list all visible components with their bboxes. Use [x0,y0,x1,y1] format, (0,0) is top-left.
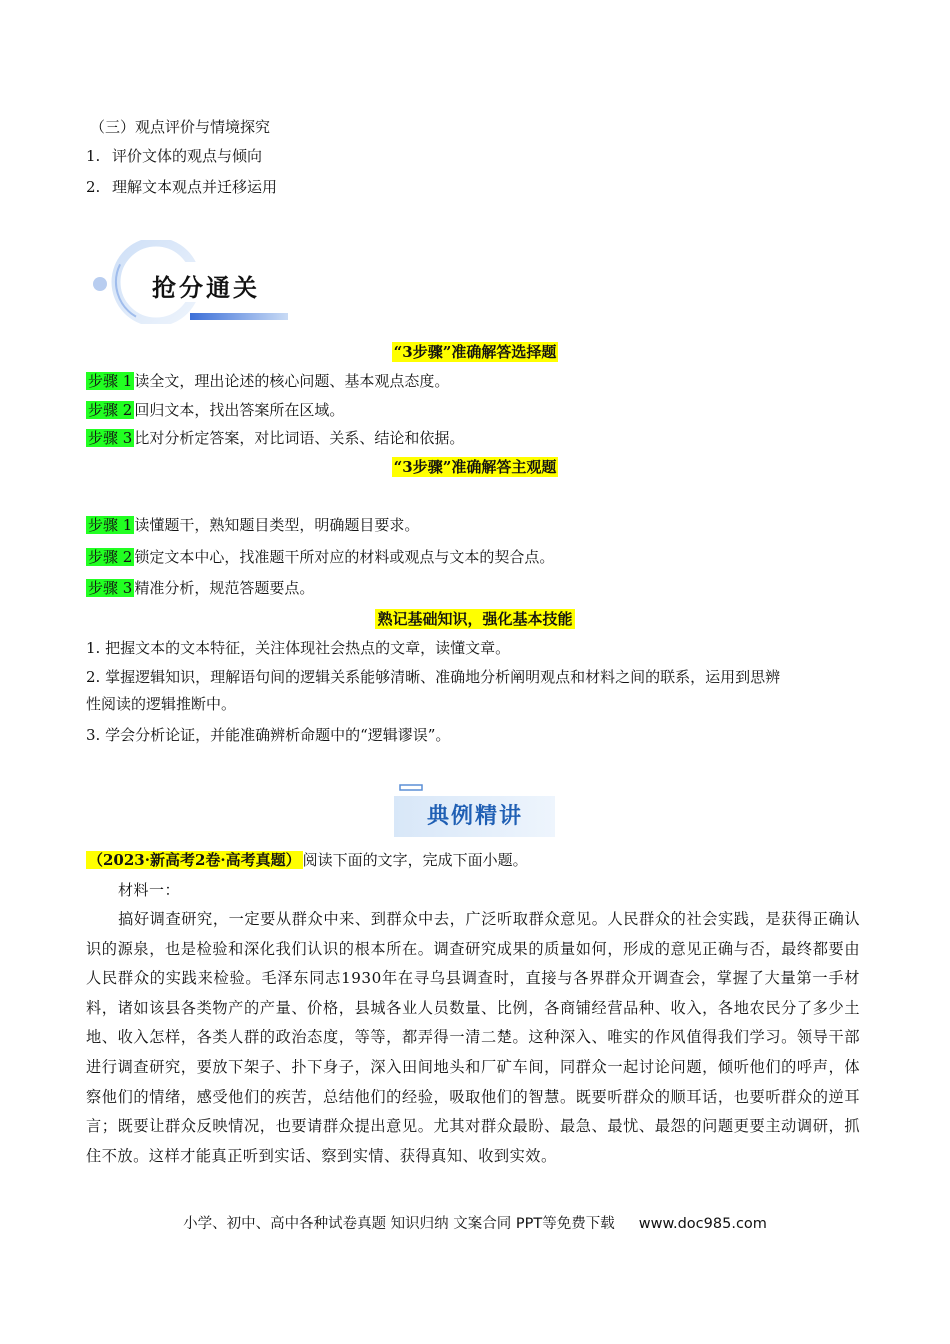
step-text: 锁定文本中心，找准题干所对应的材料或观点与文本的契合点。 [134,548,555,566]
section-item-1 [86,145,262,166]
step-text: 读全文，理出论述的核心问题、基本观点态度。 [134,372,450,390]
example-source: （2023·新高考2卷·高考真题） [88,851,301,869]
section-item-text: 理解文本观点并迁移运用 [112,178,278,196]
basics-point-1: 1. 把握文本的文本特征，关注体现社会热点的文章，读懂文章。 [86,639,511,657]
example-header [86,849,528,871]
footer-text: 小学、初中、高中各种试卷真题 知识归纳 文案合同 PPT等免费下载 [183,1216,615,1232]
subjective-block-title: “3步骤”准确解答主观题 [393,458,557,476]
choice-step-1 [86,370,449,392]
section-item-text: 评价文体的观点与倾向 [112,147,263,165]
subjective-step-3 [86,577,314,599]
step-tag: 步骤 1 [88,516,133,534]
step-tag: 步骤 3 [88,579,133,597]
choice-step-2 [86,399,344,421]
step-text: 读懂题干，熟知题目类型，明确题目要求。 [134,516,420,534]
section-item-number: 1. [86,147,101,165]
material-label: 材料一： [118,881,181,899]
choice-block-title: “3步骤”准确解答选择题 [393,343,557,361]
example-banner [393,784,557,838]
section-item-number: 2. [86,178,101,196]
choice-step-3 [86,427,464,449]
footer [0,1212,950,1233]
step-text: 比对分析定答案，对比词语、关系、结论和依据。 [134,429,465,447]
subjective-step-2 [86,546,554,568]
basics-block-title: 熟记基础知识，强化基本技能 [377,610,573,628]
basics-point-2: 2. 掌握逻辑知识，理解语句间的逻辑关系能够清晰、准确地分析阐明观点和材料之间的联系，运用到思辨 [86,668,781,686]
banner-title: 典例精讲 [426,804,523,829]
example-instruction: 阅读下面的文字，完成下面小题。 [302,851,528,869]
step-tag: 步骤 2 [88,401,133,419]
step-text: 回归文本，找出答案所在区域。 [134,401,345,419]
material-paragraph: 搞好调查研究，一定要从群众中来、到群众中去，广泛听取群众意见。人民群众的社会实践，是获得正确认识的源泉，也是检验和深化我们认识的根本所在。调查研究成果的质量如何，形成的意见正确与否，最终都要由人民群众的实践来检验。毛泽东同志1930年在寻乌县调查时，直接与各界群众开调查会，掌握了大量第一手材料，诸如该县各类物产的产量、价格，县城各业人员数量、比例，各商铺经营品种、收入，各地农民分了多少土地、收入怎样，各类人群的政治态度，等等，都弄得一清二楚。这种深入、唯实的作风值得我们学习。领导干部进行调查研究，要放下架子、扑下身子，深入田间地头和厂矿车间，同群众一起讨论问题，倾听他们的呼声，体察他们的情绪，感受他们的疾苦，总结他们的经验，吸取他们的智慧。既要听群众的顺耳话，也要听群众的逆耳言；既要让群众反映情况，也要请群众提出意见。尤其对群众最盼、最急、最忧、最怨的问题更要主动调研，抓住不放。这样才能真正听到实话、察到实情、获得真知、收到实效。 [86,910,860,1165]
section-item-2 [86,176,277,197]
basics-point-2-cont: 性阅读的逻辑推断中。 [86,695,237,713]
score-banner [90,240,290,324]
section-heading: （三）观点评价与情境探究 [90,118,271,136]
subjective-step-1 [86,514,419,536]
step-tag: 步骤 1 [88,372,133,390]
step-tag: 步骤 2 [88,548,133,566]
banner-title: 抢分通关 [152,274,260,302]
basics-point-3: 3. 学会分析论证，并能准确辨析命题中的“逻辑谬误”。 [86,726,451,744]
step-tag: 步骤 3 [88,429,133,447]
step-text: 精准分析，规范答题要点。 [134,579,315,597]
footer-link[interactable]: www.doc985.com [638,1216,767,1232]
